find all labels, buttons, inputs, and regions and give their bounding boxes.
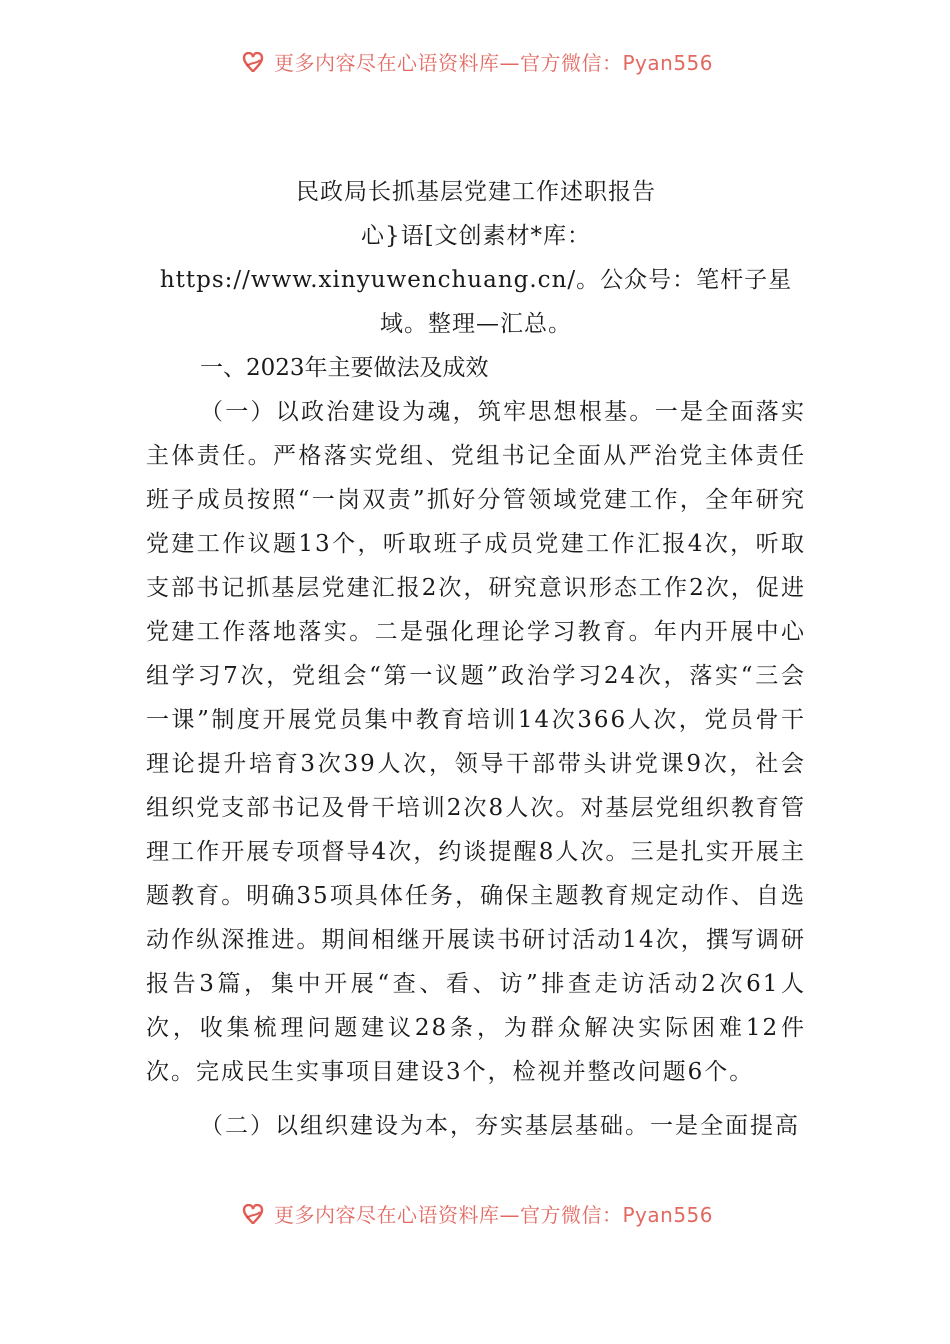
header-watermark <box>0 52 950 88</box>
paragraph: （二）以组织建设为本，夯实基层基础。一是全面提高 <box>200 1113 800 1139</box>
footer-watermark <box>0 1204 950 1240</box>
source-note: 心}语[文创素材*库：https://www.xinyuwenchuang.cn/。公众号：笔杆子星域。整理—汇总。 <box>159 223 793 337</box>
document-body <box>146 170 806 1148</box>
section-heading: 一、2023年主要做法及成效 <box>200 355 489 381</box>
watermark-text: 更多内容尽在心语资料库—官方微信：Pyan556 <box>274 1204 714 1227</box>
paragraph: （一）以政治建设为魂，筑牢思想根基。一是全面落实主体责任。严格落实党组、党组书记全面从严治党主体责任班子成员按照“一岗双责”抓好分管领域党建工作，全年研究党建工作议题13个，听取班子成员党建工作汇报4次，听取支部书记抓基层党建汇报2次，研究意识形态工作2次，促进党建工作落地落实。二是强化理论学习教育。年内开展中心组学习7次，党组会“第一议题”政治学习24次，落实“三会一课”制度开展党员集中教育培训14次366人次，党员骨干理论提升培育3次39人次，领导干部带头讲党课9次，社会组织党支部书记及骨干培训2次8人次。对基层党组织教育管理工作开展专项督导4次，约谈提醒8人次。三是扎实开展主题教育。明确35项具体任务，确保主题教育规定动作、自选动作纵深推进。期间相继开展读书研讨活动14次，撰写调研报告3篇，集中开展“查、看、访”排查走访活动2次61人次，收集梳理问题建议28条，为群众解决实际困难12件次。完成民生实事项目建设3个，检视并整改问题6个。 <box>146 399 806 1085</box>
heart-swirl-logo-icon <box>238 1204 268 1228</box>
watermark-text: 更多内容尽在心语资料库—官方微信：Pyan556 <box>274 52 714 75</box>
heart-swirl-logo-icon <box>238 52 268 76</box>
document-title: 民政局长抓基层党建工作述职报告 <box>296 179 656 205</box>
